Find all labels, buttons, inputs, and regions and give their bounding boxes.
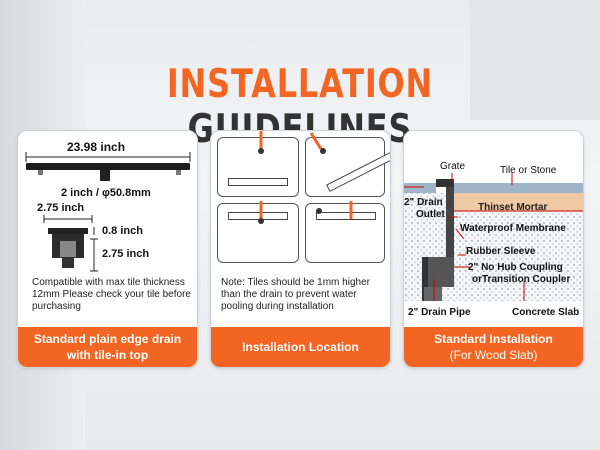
drain-point-markers xyxy=(211,131,390,271)
top-dimension: 0.8 inch xyxy=(102,225,143,237)
panel-caption: Installation Location xyxy=(211,327,390,367)
label-coupling: 2" No Hub Coupling xyxy=(468,262,563,273)
label-thinset: Thinset Mortar xyxy=(478,202,548,213)
panel-caption: Standard plain edge drain with tile-in top xyxy=(18,327,197,367)
page-title: INSTALLATION xyxy=(166,62,434,107)
label-transition: orTransition Coupler xyxy=(472,274,571,285)
label-drain-outlet: 2" Drain Outlet xyxy=(404,197,445,220)
tile-height-note: Note: Tiles should be 1mm higher than the drain to prevent water pooling during installation xyxy=(221,277,370,312)
label-grate: Grate xyxy=(440,161,466,172)
panel-installation-location xyxy=(210,130,391,368)
body-dimension: 2.75 inch xyxy=(102,248,150,260)
tile-note: Compatible with max tile thickness 12mm Please check your tile before purchasing xyxy=(32,277,191,312)
height-dimension: 2.75 inch xyxy=(37,202,85,214)
pipe-dimension: 2 inch / φ50.8mm xyxy=(61,187,151,199)
label-membrane: Waterproof Membrane xyxy=(460,223,566,234)
label-concrete-slab: Concrete Slab xyxy=(512,307,580,318)
panel-caption: Standard Installation (For Wood Slab) xyxy=(404,327,583,367)
label-rubber-sleeve: Rubber Sleeve xyxy=(466,246,536,257)
length-dimension: 23.98 inch xyxy=(67,140,126,154)
label-tile: Tile or Stone xyxy=(500,165,557,176)
panel-drain-dimensions xyxy=(17,130,198,368)
panel-standard-installation xyxy=(403,130,584,368)
label-drain-pipe: 2" Drain Pipe xyxy=(408,307,471,318)
